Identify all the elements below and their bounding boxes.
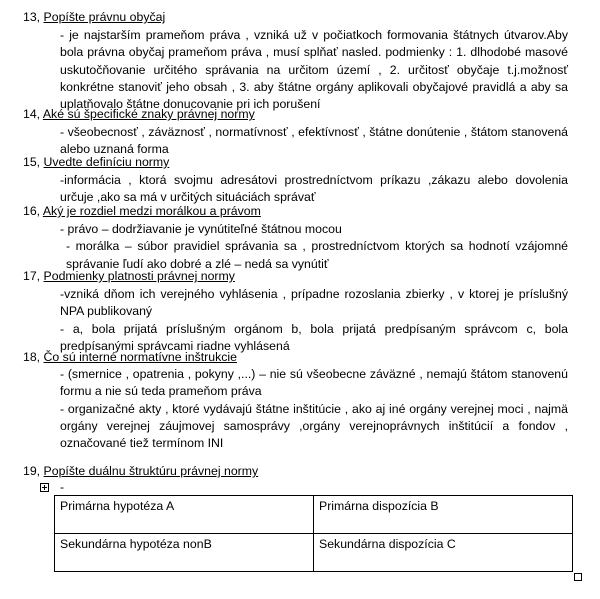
answer-paragraph: - právo – dodržiavanie je vynútiteľné štátnou mocou xyxy=(60,222,342,236)
question-title: Aké sú špecifické znaky právnej normy xyxy=(42,107,255,121)
question-14 xyxy=(23,107,255,121)
question-number: 13, xyxy=(23,10,41,24)
answer-18 xyxy=(60,366,568,452)
table-move-handle-icon[interactable] xyxy=(40,483,49,492)
question-number: 15, xyxy=(23,155,41,169)
answer-paragraph: - (smernice , opatrenia , pokyny ,...) – nie sú všeobecne záväzné , nemajú štátom stanovenú formu a nie sú teda prameňom práva xyxy=(60,367,568,399)
question-number: 17, xyxy=(23,269,41,283)
question-16 xyxy=(23,204,261,218)
answer-14 xyxy=(60,124,568,159)
list-dash: - xyxy=(60,480,65,494)
question-number: 14, xyxy=(23,107,41,121)
table-cell[interactable]: Sekundárna dispozícia C xyxy=(314,534,573,572)
question-15 xyxy=(23,155,169,169)
answer-paragraph: - všeobecnosť , záväznosť , normatívnosť , efektívnosť , štátne donútenie , štátom stanovená alebo uznaná forma xyxy=(60,125,568,157)
question-19 xyxy=(23,464,258,478)
question-title: Uvedte definíciu normy xyxy=(43,155,170,169)
answer-paragraph: -informácia , ktorá svojmu adresátovi prostredníctvom príkazu ,zákazu alebo dovolenia určuje ,ako sa má v určitých situáciách správať xyxy=(60,173,568,205)
dual-structure-table xyxy=(54,495,573,572)
table-row xyxy=(55,496,573,534)
question-title: Čo sú interné normatívne inštrukcie xyxy=(43,350,237,364)
table-resize-handle-icon[interactable] xyxy=(574,573,582,581)
table-cell[interactable]: Primárna hypotéza A xyxy=(55,496,314,534)
question-title: Popíšte právnu obyčaj xyxy=(43,10,166,24)
table-cell[interactable]: Sekundárna hypotéza nonB xyxy=(55,534,314,572)
question-number: 19, xyxy=(23,464,41,478)
question-17 xyxy=(23,269,235,283)
answer-16 xyxy=(60,221,568,273)
question-13 xyxy=(23,10,165,24)
answer-paragraph: - je najstarším prameňom práva , vzniká už v počiatkoch formovania štátnych útvarov.Aby bola právna obyčaj prameňom práva , musí splňať nasled. podmienky : 1. dlhodobé masové uskutočňovanie určitého správania na určitom území , 2. určitosť obyčaje t.j.možnosť konkrétne stanoviť jeho obsah , 3. aby štátne orgány aplikovali obyčajové pravidlá a aby sa uplatňovalo štátne donucovanie pri ich porušení xyxy=(60,28,568,112)
table-cell[interactable]: Primárna dispozícia B xyxy=(314,496,573,534)
question-18 xyxy=(23,350,237,364)
table-row xyxy=(55,534,573,572)
answer-paragraph: -vzniká dňom ich verejného vyhlásenia , prípadne rozoslania zbierky , v ktorej je príslušný NPA publikovaný xyxy=(60,287,568,319)
answer-paragraph: - organizačné akty , ktoré vydávajú štátne inštitúcie , ako aj iné orgány verejnej moci , najmä orgány verejnej záujmovej samosprávy ,orgány verejnoprávnych inštitúcií a fondov , označované tiež termínom INI xyxy=(60,401,568,451)
question-title: Aký je rozdiel medzi morálkou a právom xyxy=(42,204,261,218)
answer-paragraph: - a, bola prijatá príslušným orgánom b, bola prijatá predpísaným správcom c, bola predpísanými správcami riadne vyhlásená xyxy=(60,321,568,353)
answer-paragraph: - morálka – súbor pravidiel správania sa , prostredníctvom ktorých sa hodnotí vzájomné správanie ľudí ako dobré a zlé – nedá sa vynútiť xyxy=(66,239,568,271)
answer-17 xyxy=(60,286,568,355)
question-title: Podmienky platnosti právnej normy xyxy=(43,269,235,283)
question-number: 16, xyxy=(23,204,41,218)
question-number: 18, xyxy=(23,350,41,364)
question-title: Popíšte duálnu štruktúru právnej normy xyxy=(43,464,259,478)
answer-15 xyxy=(60,172,568,207)
answer-13 xyxy=(60,27,568,113)
